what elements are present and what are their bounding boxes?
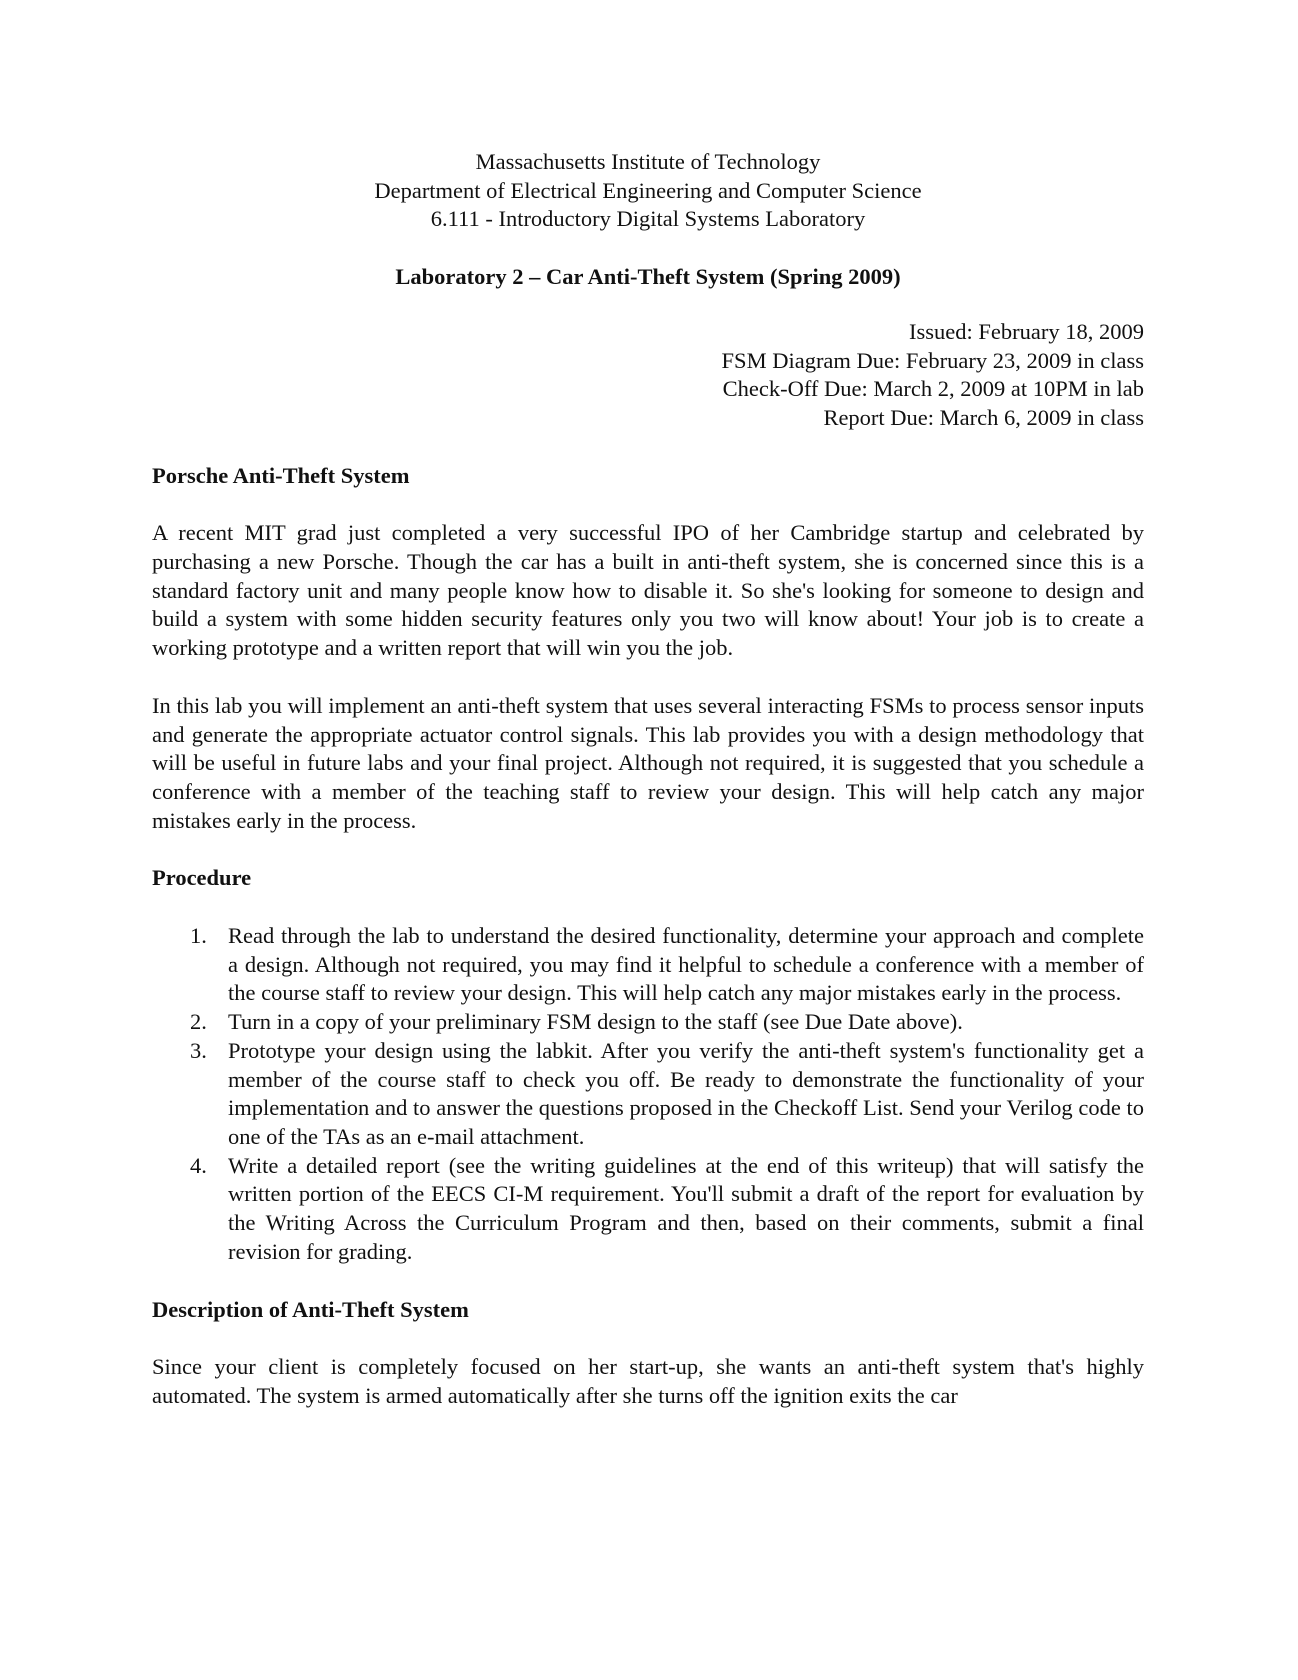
procedure-item-text: Prototype your design using the labkit. After you verify the anti-theft system's functionality get a member of the course staff to check you off. Be ready to demonstrate the functionality of your implementation and to answer the questions proposed in the Checkoff List. Send your Verilog code to one of the TAs as an e-mail attachment. xyxy=(228,1037,1144,1149)
procedure-item-3 xyxy=(152,1037,1144,1152)
department-name: Department of Electrical Engineering and Computer Science xyxy=(374,177,922,203)
procedure-item-number: 3. xyxy=(190,1037,207,1063)
procedure-item-text: Turn in a copy of your preliminary FSM design to the staff (see Due Date above). xyxy=(228,1009,963,1035)
porsche-paragraph-1: A recent MIT grad just completed a very successful IPO of her Cambridge startup and celebrated by purchasing a new Porsche. Though the car has a built in anti-theft system, she is concerned since this is a standard factory unit and many people know how to disable it. So she's looking for someone to design and build a system with some hidden security features only you two will know about! Your job is to create a working prototype and a written report that will win you the job. xyxy=(152,520,1144,661)
issued-date: Issued: February 18, 2009 xyxy=(909,318,1144,344)
section-heading-procedure: Procedure xyxy=(152,865,252,891)
procedure-item-text: Read through the lab to understand the desired functionality, determine your approach and complete a design. Although not required, you may find it helpful to schedule a conference with a member of the course staff to review your design. This will help catch any major mistakes early in the process. xyxy=(228,923,1144,1006)
procedure-item-1 xyxy=(152,922,1144,1008)
course-name: 6.111 - Introductory Digital Systems Laboratory xyxy=(430,206,866,232)
porsche-paragraph-2: In this lab you will implement an anti-theft system that uses several interacting FSMs to process sensor inputs and generate the appropriate actuator control signals. This lab provides you with a design methodology that will be useful in future labs and your final project. Although not required, it is suggested that you schedule a conference with a member of the teaching staff to review your design. This will help catch any major mistakes early in the process. xyxy=(152,692,1144,833)
checkoff-due-date: Check-Off Due: March 2, 2009 at 10PM in lab xyxy=(722,376,1144,402)
lab-title: Laboratory 2 – Car Anti-Theft System (Spring 2009) xyxy=(395,264,901,290)
section-heading-description: Description of Anti-Theft System xyxy=(152,1296,469,1322)
procedure-item-number: 1. xyxy=(190,923,207,949)
procedure-list xyxy=(152,922,1144,1266)
procedure-item-4 xyxy=(152,1152,1144,1267)
section-heading-porsche: Porsche Anti-Theft System xyxy=(152,462,410,488)
description-paragraph-1: Since your client is completely focused on her start-up, she wants an anti-theft system that's highly automated. The system is armed automatically after she turns off the ignition exits the car xyxy=(152,1354,1144,1408)
due-dates-block xyxy=(152,318,1144,433)
document-page xyxy=(152,148,1144,1411)
institution-name: Massachusetts Institute of Technology xyxy=(475,149,821,174)
procedure-item-2 xyxy=(152,1008,1144,1037)
procedure-item-text: Write a detailed report (see the writing guidelines at the end of this writeup) that will satisfy the written portion of the EECS CI-M requirement. You'll submit a draft of the report for evaluation by the Writing Across the Curriculum Program and then, based on their comments, submit a final revision for grading. xyxy=(228,1152,1144,1264)
document-header xyxy=(152,148,1144,234)
report-due-date: Report Due: March 6, 2009 in class xyxy=(823,404,1144,430)
procedure-item-number: 4. xyxy=(190,1152,207,1178)
fsm-diagram-due-date: FSM Diagram Due: February 23, 2009 in class xyxy=(721,347,1144,373)
procedure-item-number: 2. xyxy=(190,1009,207,1035)
